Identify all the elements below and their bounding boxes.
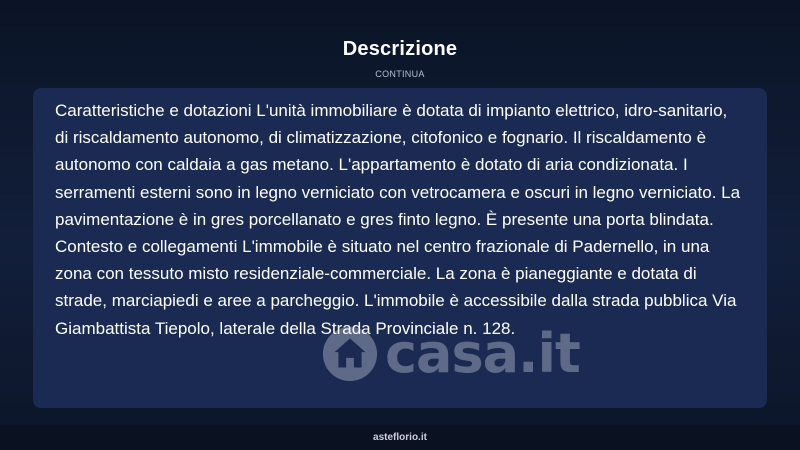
section-title: Descrizione [342,38,458,60]
footer-source: asteflorio.it [373,432,427,443]
continue-link[interactable]: CONTINUA [375,69,425,79]
watermark-text: casa.it [385,322,580,385]
description-card [33,88,767,408]
description-text: Caratteristiche e dotazioni L'unità immobiliare è dotata di impianto elettrico, idro-sanitario, di riscaldamento autonomo, di climatizzazione, citofonico e fognario. Il riscaldamento è autonomo con caldaia a gas metano. L'appartamento è dotato di aria condizionata. I serramenti esterni sono in legno verniciato con vetrocamera e oscuri in legno verniciato. La pavimentazione è in gres porcellanato e gres finto legno. È presente una porta blindata. Contesto e collegamenti L'immobile è situato nel centro frazionale di Padernello, in una zona con tessuto misto residenziale-commerciale. La zona è pianeggiante e dotata di strade, marciapiedi e aree a parcheggio. L'immobile è accessibile dalla strada pubblica Via Giambattista Tiepolo, laterale della Strada Provinciale n. 128. [55,101,741,338]
